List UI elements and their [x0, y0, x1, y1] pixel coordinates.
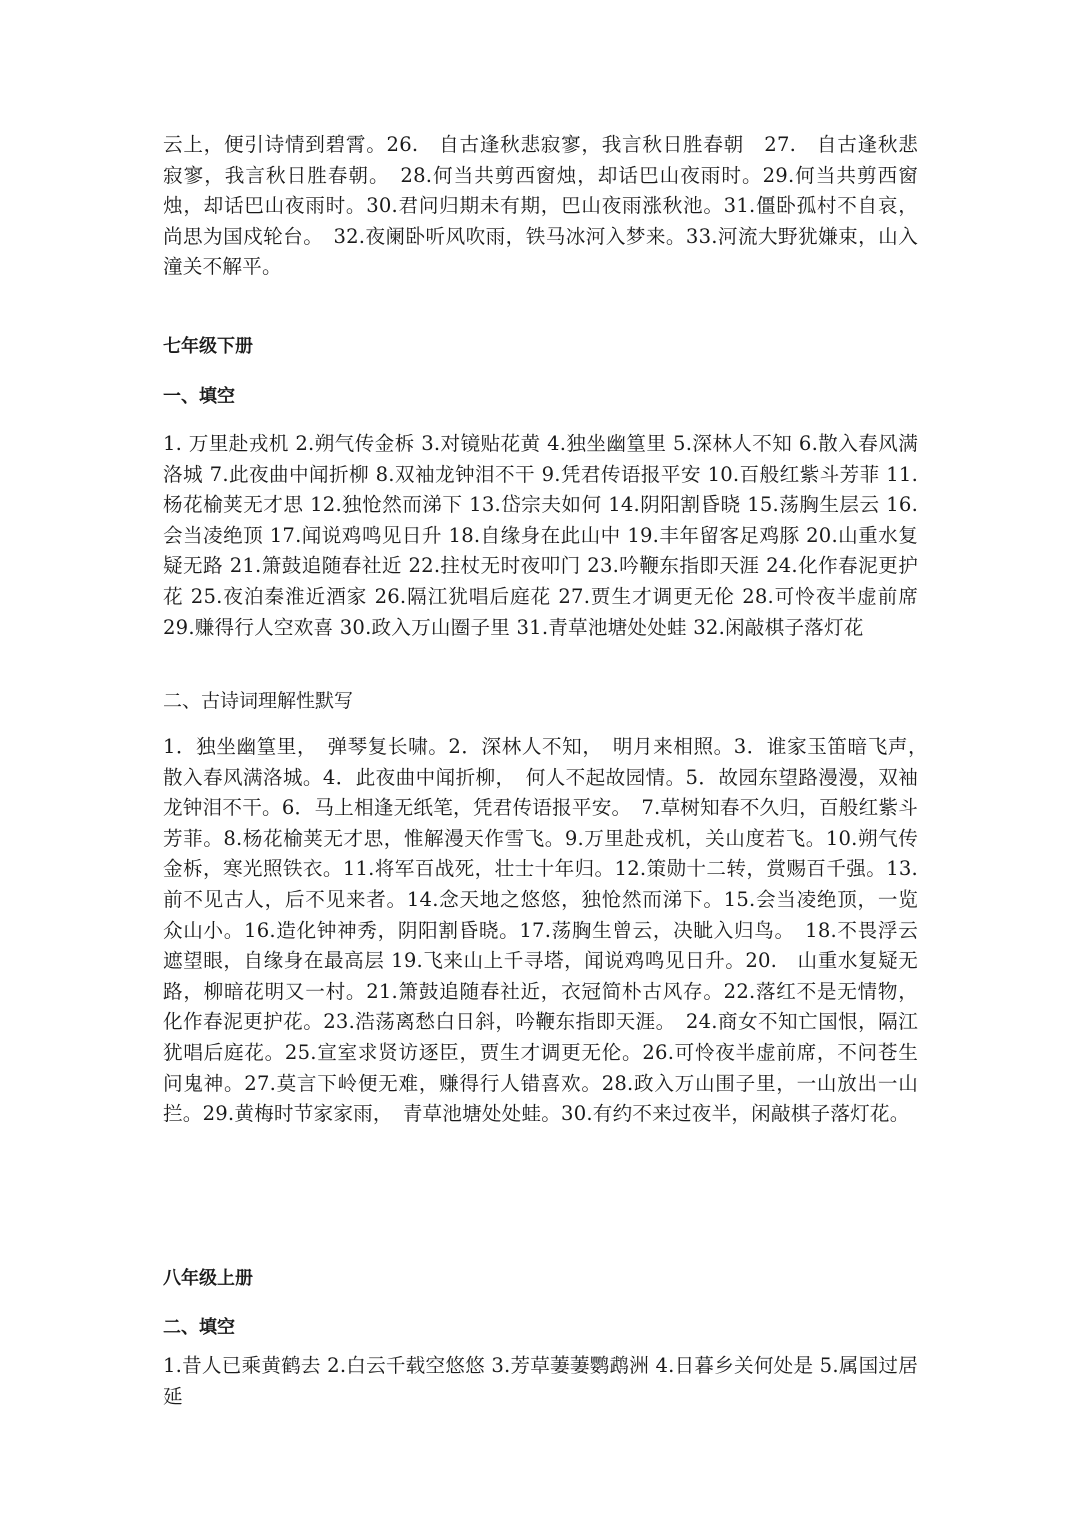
- fill-blank-answers: 1. 万里赴戎机 2.朔气传金柝 3.对镜贴花黄 4.独坐幽篁里 5.深林人不知 6.散入春风满洛城 7.此夜曲中闻折柳 8.双袖龙钟泪不干 9.凭君传语报平安 10.百般红紫斗芳菲 11.杨花榆荚无才思 12.独怆然而涕下 13.岱宗夫如何 14.阴阳割昏晓 15.荡胸生层云 16.会当凌绝顶 17.闻说鸡鸣见日升 18.自缘身在此山中 19.丰年留客足鸡豚 20.山重水复疑无路 21.箫鼓追随春社近 22.拄杖无时夜叩门 23.吟鞭东指即天涯 24.化作春泥更护花 25.夜泊秦淮近酒家 26.隔江犹唱后庭花 27.贾生才调更无伦 28.可怜夜半虚前席 29.赚得行人空欢喜 30.政入万山圈子里 31.青草池塘处处蛙 32.闲敲棋子落灯花: [163, 432, 918, 639]
- fill-blank-answers-grade8: 1.昔人已乘黄鹤去 2.白云千载空悠悠 3.芳草萋萋鹦鹉洲 4.日暮乡关何处是 5.属国过居延: [163, 1354, 918, 1408]
- part-title-fill-blank: 一、填空: [163, 386, 235, 407]
- section-title-grade7-vol2: 七年级下册: [163, 336, 253, 357]
- section-title-grade8-vol1: 八年级上册: [163, 1268, 253, 1289]
- comprehension-answers: 1．独坐幽篁里， 弹琴复长啸。2．深林人不知， 明月来相照。3．谁家玉笛暗飞声， 散入春风满洛城。4．此夜曲中闻折柳， 何人不起故园情。5．故园东望路漫漫，双袖龙钟泪不干。6．马上相逢无纸笔，凭君传语报平安。 7.草树知春不久归，百般红紫斗芳菲。8.杨花榆荚无才思，惟解漫天作雪飞。9.万里赴戎机，关山度若飞。10.朔气传金柝，寒光照铁衣。11.将军百战死，壮士十年归。12.策勋十二转，赏赐百千强。13.前不见古人，后不见来者。14.念天地之悠悠，独怆然而涕下。15.会当凌绝顶，一览众山小。16.造化钟神秀，阴阳割昏晓。17.荡胸生曾云，决眦入归鸟。 18.不畏浮云遮望眼，自缘身在最高层 19.飞来山上千寻塔，闻说鸡鸣见日升。20. 山重水复疑无路，柳暗花明又一村。21.箫鼓追随春社近，衣冠简朴古风存。22.落红不是无情物，化作春泥更护花。23.浩荡离愁白日斜，吟鞭东指即天涯。 24.商女不知亡国恨，隔江犹唱后庭花。25.宣室求贤访逐臣，贾生才调更无伦。26.可怜夜半虚前席，不问苍生问鬼神。27.莫言下岭便无难，赚得行人错喜欢。28.政入万山围子里，一山放出一山拦。29.黄梅时节家家雨， 青草池塘处处蛙。30.有约不来过夜半，闲敲棋子落灯花。: [163, 735, 938, 1126]
- part-title-fill-blank-grade8: 二、填空: [163, 1317, 235, 1338]
- part-title-comprehension: 二、古诗词理解性默写: [163, 690, 354, 712]
- intro-paragraph: 云上，便引诗情到碧霄。26. 自古逢秋悲寂寥，我言秋日胜春朝 27. 自古逢秋悲寂寥，我言秋日胜春朝。 28.何当共剪西窗烛，却话巴山夜雨时。29.何当共剪西窗烛，却话巴山夜雨时。30.君问归期未有期，巴山夜雨涨秋池。31.僵卧孤村不自哀，尚思为国戍轮台。 32.夜阑卧听风吹雨，铁马冰河入梦来。33.河流大野犹嫌束，山入潼关不解平。: [163, 133, 918, 279]
